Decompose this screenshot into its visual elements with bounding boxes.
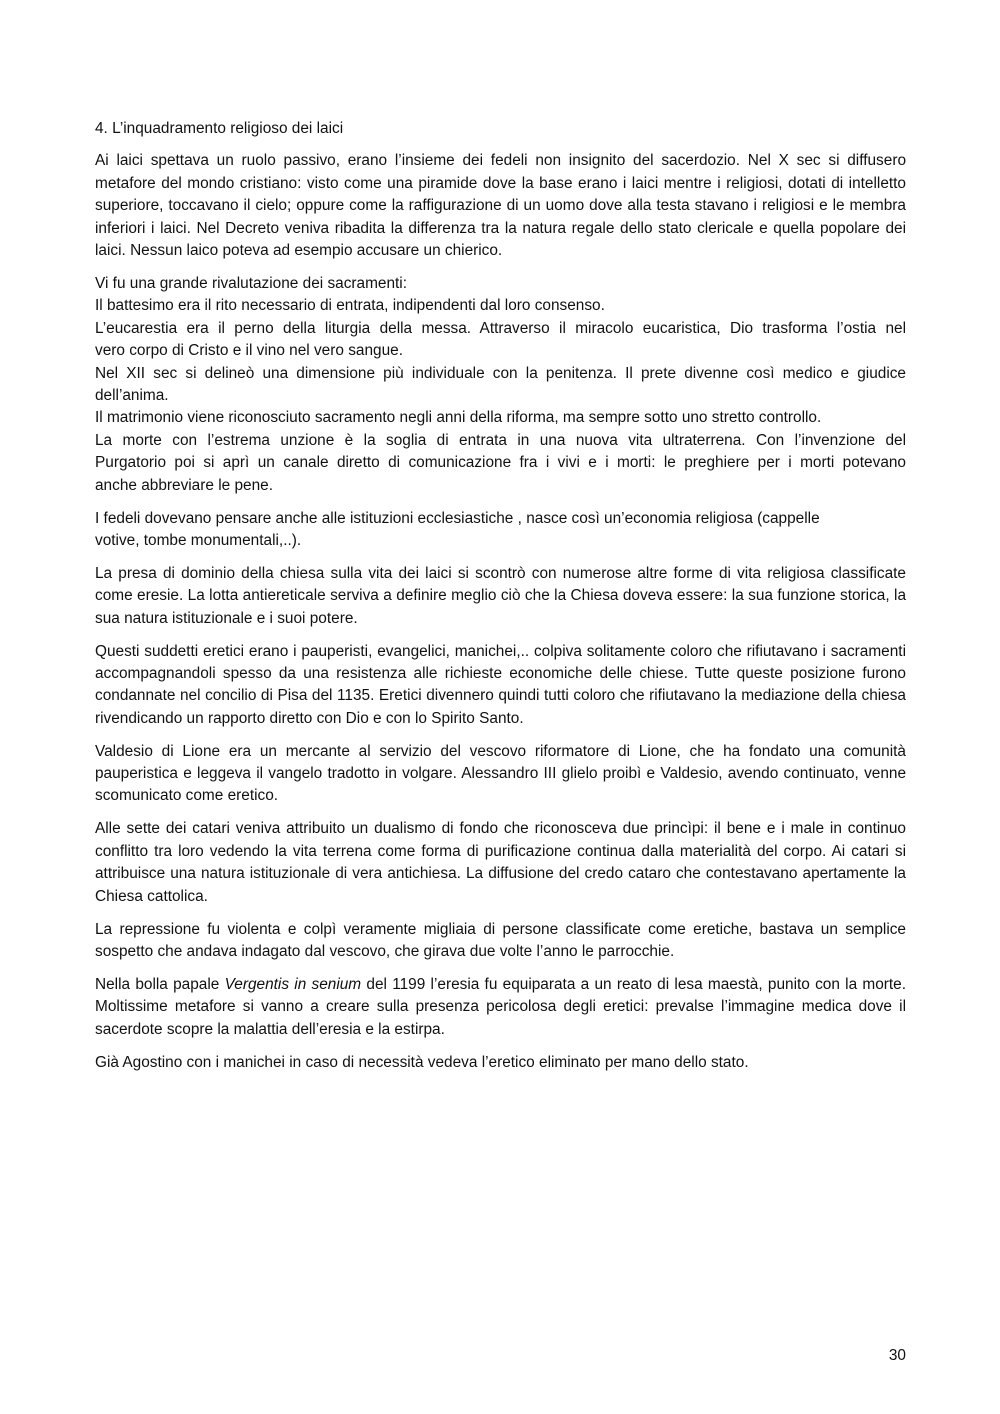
paragraph-heretics: Questi suddetti eretici erano i pauperisti, evangelici, manichei,.. colpiva solitamente coloro che rifiutavano i sacramenti accompagnandoli spesso da una resistenza alle richieste economiche delle chiese. Tutte queste posizione furono condannate nel concilio di Pisa del 1135. Eretici divennero quindi tutti coloro che rifiutavano la mediazione della chiesa rivendicando un rapporto diretto con Dio e con lo Spirito Santo. bbox=[95, 642, 906, 727]
paragraph-valdesio: Valdesio di Lione era un mercante al servizio del vescovo riformatore di Lione, che ha fondato una comunità pauperistica e leggeva il vangelo tradotto in volgare. Alessandro III glielo proibì e Valdesio, avendo continuato, venne scomunicato come eretico. bbox=[95, 742, 906, 805]
paragraph-catari: Alle sette dei catari veniva attribuito un dualismo di fondo che riconosceva due princìpi: il bene e i male in continuo conflitto tra loro vedendo la vita terrena come forma di purificazione continua dalla materialità del corpo. Ai catari si attribuisce una natura istituzionale di vera antichiesa. La diffusione del credo cataro che contestavano apertamente la Chiesa cattolica. bbox=[95, 820, 906, 905]
paragraph-sacraments bbox=[95, 273, 906, 497]
text-line: Vi fu una grande rivalutazione dei sacramenti: bbox=[95, 274, 407, 292]
paragraph-laici-role: Ai laici spettava un ruolo passivo, erano l’insieme dei fedeli non insignito del sacerdozio. Nel X sec si diffusero metafore del mondo cristiano: visto come una piramide dove la base erano i laici mentre i religiosi, dotati di intelletto superiore, toccavano il cielo; oppure come la raffigurazione di un uomo dove alla testa stavano i religiosi e le membra inferiori i laici. Nel Decreto veniva ribadita la differenza tra la natura regale dello stato clericale e quella popolare dei laici. Nessun laico poteva ad esempio accusare un chierico. bbox=[95, 152, 906, 260]
section-heading: 4. L’inquadramento religioso dei laici bbox=[95, 120, 344, 137]
text-line: L’eucarestia era il perno della liturgia della messa. Attraverso il miracolo eucaristica, Dio trasforma l’ostia nel bbox=[95, 319, 906, 337]
text-run: Nella bolla papale bbox=[95, 975, 225, 993]
text-line: La morte con l’estrema unzione è la soglia di entrata in una nuova vita ultraterrena. Con l’invenzione del bbox=[95, 431, 906, 449]
text-line: Purgatorio poi si aprì un canale diretto di comunicazione fra i vivi e i morti: le preghiere per i morti potevano bbox=[95, 454, 906, 472]
bull-title: Vergentis in senium bbox=[224, 975, 362, 993]
text-line: dell’anima. bbox=[95, 386, 169, 404]
text-run: del 1199 l’eresia fu equiparata a un reato di lesa maestà, punito con la morte. Moltissime metafore si vanno a creare sulla presenza pericolosa degli eretici: prevalse l’immagine medica dove il sacerdote scopre la malattia dell’eresia e la estirpa. bbox=[95, 975, 907, 1038]
paragraph-agostino: Già Agostino con i manichei in caso di necessità vedeva l’eretico eliminato per mano dello stato. bbox=[95, 1053, 749, 1071]
text-line: Nel XII sec si delineò una dimensione più individuale con la penitenza. Il prete divenne così medico e giudice bbox=[95, 364, 906, 382]
text-line: anche abbreviare le pene. bbox=[95, 476, 273, 494]
text-line: I fedeli dovevano pensare anche alle istituzioni ecclesiastiche , nasce così un’economia religiosa (cappelle bbox=[95, 509, 820, 527]
page-number: 30 bbox=[888, 1347, 906, 1364]
paragraph-papal-bull bbox=[95, 974, 906, 1041]
paragraph-religious-economy bbox=[95, 508, 906, 553]
paragraph-repression: La repressione fu violenta e colpì veramente migliaia di persone classificate come eretiche, bastava un semplice sospetto che andava indagato dal vescovo, che girava due volte l’anno le parrocchie. bbox=[95, 920, 906, 960]
text-line: votive, tombe monumentali,..). bbox=[95, 531, 302, 549]
text-line: Il matrimonio viene riconosciuto sacramento negli anni della riforma, ma sempre sotto uno stretto controllo. bbox=[95, 409, 822, 427]
document-body bbox=[95, 118, 906, 1084]
text-line: vero corpo di Cristo e il vino nel vero sangue. bbox=[95, 342, 403, 360]
paragraph-heresies: La presa di dominio della chiesa sulla vita dei laici si scontrò con numerose altre forme di vita religiosa classificate come eresie. La lotta antiereticale serviva a definire meglio ciò che la Chiesa doveva essere: la sua funzione storica, la sua natura istituzionale e i suoi potere. bbox=[95, 564, 906, 627]
text-line: Il battesimo era il rito necessario di entrata, indipendenti dal loro consenso. bbox=[95, 297, 605, 315]
